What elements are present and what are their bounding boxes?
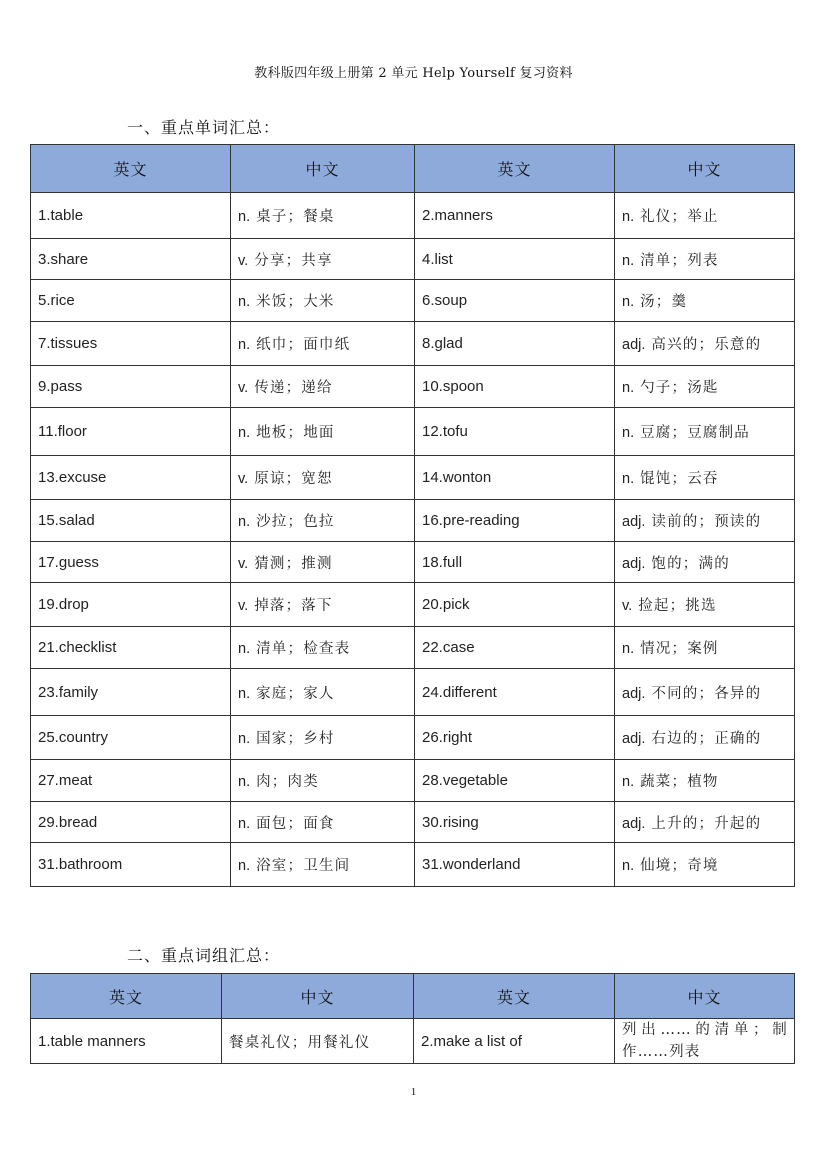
part-of-speech: n. bbox=[238, 294, 251, 310]
table-row bbox=[31, 669, 795, 716]
part-of-speech: n. bbox=[622, 380, 635, 396]
part-of-speech: n. bbox=[238, 641, 251, 657]
meaning: 清单；列表 bbox=[640, 252, 719, 269]
table-header-row bbox=[31, 145, 795, 193]
phrase-chinese: 餐桌礼仪；用餐礼仪 bbox=[222, 1019, 414, 1064]
part-of-speech: n. bbox=[238, 858, 251, 874]
word-chinese bbox=[231, 627, 415, 669]
word-english: 18.full bbox=[415, 542, 615, 583]
meaning: 高兴的；乐意的 bbox=[651, 337, 762, 353]
header-chinese: 中文 bbox=[231, 145, 415, 193]
word-chinese bbox=[615, 500, 795, 542]
word-chinese bbox=[231, 500, 415, 542]
word-chinese bbox=[615, 456, 795, 500]
word-chinese bbox=[231, 669, 415, 716]
word-english: 11.floor bbox=[31, 408, 231, 456]
meaning: 礼仪；举止 bbox=[640, 209, 719, 225]
word-english: 17.guess bbox=[31, 542, 231, 583]
phrase-chinese: 列出……的清单；制作……列表 bbox=[615, 1019, 795, 1064]
word-chinese bbox=[231, 456, 415, 500]
part-of-speech: n. bbox=[238, 731, 251, 747]
meaning: 分享；共享 bbox=[254, 252, 333, 269]
word-chinese bbox=[615, 542, 795, 583]
word-chinese bbox=[615, 802, 795, 843]
table-row bbox=[31, 716, 795, 760]
phrase-english: 2.make a list of bbox=[414, 1019, 615, 1064]
word-english: 12.tofu bbox=[415, 408, 615, 456]
word-chinese bbox=[615, 760, 795, 802]
header-chinese: 中文 bbox=[222, 974, 414, 1019]
table-row bbox=[31, 322, 795, 366]
word-english: 5.rice bbox=[31, 280, 231, 322]
meaning: 沙拉；色拉 bbox=[256, 514, 335, 530]
part-of-speech: n. bbox=[622, 774, 635, 790]
word-english: 29.bread bbox=[31, 802, 231, 843]
table-row bbox=[31, 239, 795, 280]
part-of-speech: adj. bbox=[622, 731, 646, 747]
part-of-speech: v. bbox=[238, 471, 249, 487]
meaning: 面包；面食 bbox=[256, 815, 335, 832]
meaning: 地板；地面 bbox=[256, 425, 335, 441]
table-row bbox=[31, 542, 795, 583]
word-english: 3.share bbox=[31, 239, 231, 280]
header-english: 英文 bbox=[31, 974, 222, 1019]
word-chinese bbox=[615, 627, 795, 669]
part-of-speech: adj. bbox=[622, 815, 646, 832]
table-row bbox=[31, 500, 795, 542]
part-of-speech: n. bbox=[238, 685, 251, 702]
word-chinese bbox=[615, 193, 795, 239]
table-row bbox=[31, 627, 795, 669]
word-chinese bbox=[231, 802, 415, 843]
section-title-phrases: 二、重点词组汇总： bbox=[127, 946, 281, 965]
part-of-speech: n. bbox=[622, 471, 635, 487]
table-header-row bbox=[31, 974, 795, 1019]
header-chinese: 中文 bbox=[615, 974, 795, 1019]
header-english: 英文 bbox=[414, 974, 615, 1019]
header-english: 英文 bbox=[31, 145, 231, 193]
word-english: 24.different bbox=[415, 669, 615, 716]
meaning: 纸巾；面巾纸 bbox=[256, 337, 351, 353]
part-of-speech: n. bbox=[622, 252, 635, 269]
word-english: 21.checklist bbox=[31, 627, 231, 669]
word-chinese bbox=[615, 280, 795, 322]
word-chinese bbox=[231, 408, 415, 456]
word-english: 1.table bbox=[31, 193, 231, 239]
word-chinese bbox=[615, 366, 795, 408]
document-header: 教科版四年级上册第 2 单元 Help Yourself 复习资料 bbox=[254, 66, 573, 81]
words-table bbox=[30, 144, 795, 887]
word-english: 4.list bbox=[415, 239, 615, 280]
word-english: 27.meat bbox=[31, 760, 231, 802]
page-number: 1 bbox=[410, 1086, 417, 1098]
word-chinese bbox=[615, 843, 795, 887]
word-chinese bbox=[231, 843, 415, 887]
header-chinese: 中文 bbox=[615, 145, 795, 193]
section-title-words: 一、重点单词汇总： bbox=[127, 118, 281, 137]
meaning: 右边的；正确的 bbox=[651, 731, 762, 747]
table-row bbox=[31, 760, 795, 802]
part-of-speech: n. bbox=[622, 294, 635, 310]
table-row bbox=[31, 408, 795, 456]
part-of-speech: n. bbox=[238, 514, 251, 530]
word-chinese bbox=[231, 193, 415, 239]
meaning: 掉落；落下 bbox=[254, 598, 333, 614]
word-chinese bbox=[231, 583, 415, 627]
word-english: 10.spoon bbox=[415, 366, 615, 408]
word-english: 8.glad bbox=[415, 322, 615, 366]
part-of-speech: n. bbox=[238, 209, 251, 225]
phrase-english: 1.table manners bbox=[31, 1019, 222, 1064]
part-of-speech: adj. bbox=[622, 337, 646, 353]
meaning: 浴室；卫生间 bbox=[256, 858, 351, 874]
table-row bbox=[31, 583, 795, 627]
word-chinese bbox=[615, 322, 795, 366]
meaning: 上升的；升起的 bbox=[651, 815, 762, 832]
meaning: 仙境；奇境 bbox=[640, 858, 719, 874]
meaning: 米饭；大米 bbox=[256, 294, 335, 310]
table-row bbox=[31, 366, 795, 408]
part-of-speech: n. bbox=[238, 815, 251, 832]
part-of-speech: v. bbox=[238, 598, 249, 614]
meaning: 蔬菜；植物 bbox=[640, 774, 719, 790]
word-english: 7.tissues bbox=[31, 322, 231, 366]
word-english: 16.pre-reading bbox=[415, 500, 615, 542]
part-of-speech: n. bbox=[622, 641, 635, 657]
meaning: 读前的；预读的 bbox=[651, 514, 762, 530]
part-of-speech: n. bbox=[238, 425, 251, 441]
meaning: 豆腐；豆腐制品 bbox=[640, 425, 750, 441]
word-english: 15.salad bbox=[31, 500, 231, 542]
word-english: 23.family bbox=[31, 669, 231, 716]
word-english: 22.case bbox=[415, 627, 615, 669]
table-row bbox=[31, 280, 795, 322]
word-chinese bbox=[615, 239, 795, 280]
meaning: 不同的；各异的 bbox=[651, 685, 762, 702]
word-chinese bbox=[615, 716, 795, 760]
word-english: 20.pick bbox=[415, 583, 615, 627]
part-of-speech: adj. bbox=[622, 555, 646, 572]
meaning: 清单；检查表 bbox=[256, 641, 351, 657]
word-english: 9.pass bbox=[31, 366, 231, 408]
part-of-speech: v. bbox=[238, 555, 249, 572]
part-of-speech: n. bbox=[238, 337, 251, 353]
table-row bbox=[31, 193, 795, 239]
meaning: 捡起；挑选 bbox=[638, 598, 717, 614]
word-chinese bbox=[231, 542, 415, 583]
table-row bbox=[31, 1019, 795, 1064]
word-english: 19.drop bbox=[31, 583, 231, 627]
word-chinese bbox=[231, 239, 415, 280]
part-of-speech: adj. bbox=[622, 514, 646, 530]
part-of-speech: n. bbox=[622, 209, 635, 225]
meaning: 饱的；满的 bbox=[651, 555, 730, 572]
word-english: 25.country bbox=[31, 716, 231, 760]
word-english: 13.excuse bbox=[31, 456, 231, 500]
header-english: 英文 bbox=[415, 145, 615, 193]
table-row bbox=[31, 802, 795, 843]
part-of-speech: n. bbox=[238, 774, 251, 790]
meaning: 家庭；家人 bbox=[256, 685, 335, 702]
meaning: 汤；羹 bbox=[640, 294, 688, 310]
part-of-speech: n. bbox=[622, 858, 635, 874]
meaning: 馄饨；云吞 bbox=[640, 471, 719, 487]
word-chinese bbox=[231, 366, 415, 408]
word-chinese bbox=[231, 280, 415, 322]
word-chinese bbox=[615, 408, 795, 456]
word-chinese bbox=[231, 716, 415, 760]
part-of-speech: v. bbox=[622, 598, 633, 614]
meaning: 情况；案例 bbox=[640, 641, 719, 657]
word-chinese bbox=[231, 760, 415, 802]
word-english: 26.right bbox=[415, 716, 615, 760]
meaning: 勺子；汤匙 bbox=[640, 380, 719, 396]
word-chinese bbox=[231, 322, 415, 366]
meaning: 传递；递给 bbox=[254, 380, 333, 396]
word-english: 31.bathroom bbox=[31, 843, 231, 887]
word-english: 6.soup bbox=[415, 280, 615, 322]
meaning: 国家；乡村 bbox=[256, 731, 335, 747]
word-english: 14.wonton bbox=[415, 456, 615, 500]
part-of-speech: v. bbox=[238, 380, 249, 396]
part-of-speech: adj. bbox=[622, 685, 646, 702]
meaning: 原谅；宽恕 bbox=[254, 471, 333, 487]
meaning: 肉；肉类 bbox=[256, 774, 319, 790]
word-english: 30.rising bbox=[415, 802, 615, 843]
phrases-table bbox=[30, 973, 795, 1064]
table-row bbox=[31, 456, 795, 500]
word-chinese bbox=[615, 669, 795, 716]
meaning: 猜测；推测 bbox=[254, 555, 333, 572]
word-english: 28.vegetable bbox=[415, 760, 615, 802]
table-row bbox=[31, 843, 795, 887]
meaning: 桌子；餐桌 bbox=[256, 209, 335, 225]
part-of-speech: n. bbox=[622, 425, 635, 441]
part-of-speech: v. bbox=[238, 252, 249, 269]
word-english: 31.wonderland bbox=[415, 843, 615, 887]
word-chinese bbox=[615, 583, 795, 627]
word-english: 2.manners bbox=[415, 193, 615, 239]
